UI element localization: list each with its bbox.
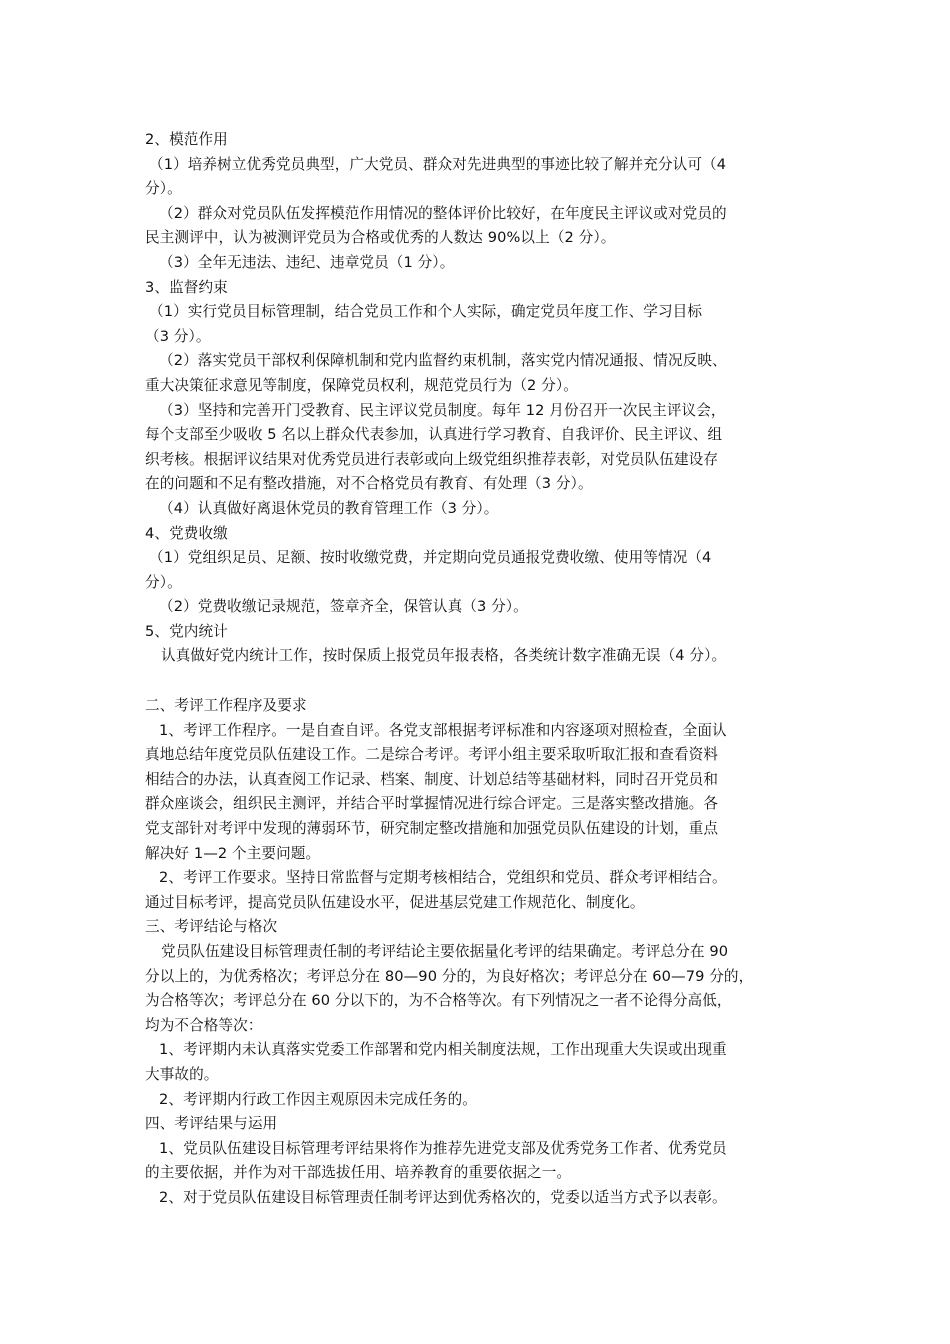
document-body <box>145 128 825 1211</box>
text-line: 的主要依据，并作为对干部选拔任用、培养教育的重要依据之一。 <box>145 1164 572 1182</box>
text-line: （3）全年无违法、违纪、违章党员（1 分）。 <box>159 253 455 271</box>
text-line: 分以上的，为优秀格次；考评总分在 80—90 分的，为良好格次；考评总分在 60—79 分的， <box>145 967 754 985</box>
text-line: 大事故的。 <box>145 1065 219 1083</box>
text-line: （2）落实党员干部权利保障机制和党内监督约束机制，落实党内情况通报、情况反映、 <box>159 352 727 370</box>
section-heading: 二、考评工作程序及要求 <box>145 697 307 715</box>
text-line: 每个支部至少吸收 5 名以上群众代表参加，认真进行学习教育、自我评价、民主评议、组 <box>145 426 723 444</box>
text-line: 1、考评期内未认真落实党委工作部署和党内相关制度法规，工作出现重大失误或出现重 <box>159 1041 727 1059</box>
text-line: 通过目标考评，提高党员队伍建设水平，促进基层党建工作规范化、制度化。 <box>145 893 645 911</box>
section-heading: 5、党内统计 <box>145 622 228 640</box>
text-line: 党员队伍建设目标管理责任制的考评结论主要依据量化考评的结果确定。考评总分在 90 <box>161 943 729 960</box>
text-line: 2、考评工作要求。坚持日常监督与定期考核相结合，党组织和党员、群众考评相结合。 <box>159 869 727 887</box>
section-heading: 四、考评结果与运用 <box>145 1115 278 1133</box>
text-line: （2）群众对党员队伍发挥模范作用情况的整体评价比较好，在年度民主评议或对党员的 <box>159 204 727 222</box>
section-heading: 4、党费收缴 <box>145 524 228 542</box>
section-heading: 三、考评结论与格次 <box>145 918 278 936</box>
section-heading: 2、模范作用 <box>145 131 228 148</box>
text-line: 真地总结年度党员队伍建设工作。二是综合考评。考评小组主要采取听取汇报和查看资料 <box>145 746 719 764</box>
text-line: 在的问题和不足有整改措施，对不合格党员有教育、有处理（3 分）。 <box>145 475 593 493</box>
text-line: 2、对于党员队伍建设目标管理责任制考评达到优秀格次的，党委以适当方式予以表彰。 <box>159 1188 727 1206</box>
section-heading: 3、监督约束 <box>145 278 228 296</box>
text-line: 2、考评期内行政工作因主观原因未完成任务的。 <box>159 1090 477 1108</box>
text-line: 认真做好党内统计工作，按时保质上报党员年报表格，各类统计数字准确无误（4 分）。 <box>161 647 727 665</box>
text-line: 党支部针对考评中发现的薄弱环节，研究制定整改措施和加强党员队伍建设的计划，重点 <box>145 820 719 838</box>
text-line: （1）实行党员目标管理制，结合党员工作和个人实际，确定党员年度工作、学习目标 <box>149 303 703 321</box>
text-line: （1）培养树立优秀党员典型，广大党员、群众对先进典型的事迹比较了解并充分认可（4 <box>149 155 727 173</box>
text-line: （1）党组织足员、足额、按时收缴党费，并定期向党员通报党费收缴、使用等情况（4 <box>149 549 712 567</box>
text-line: 民主测评中，认为被测评党员为合格或优秀的人数达 90%以上（2 分）。 <box>145 229 616 247</box>
blank-line <box>145 669 825 694</box>
text-line: （4）认真做好离退休党员的教育管理工作（3 分）。 <box>159 499 499 517</box>
text-line: 分）。 <box>145 573 182 591</box>
text-line: 均为不合格等次： <box>145 1016 263 1034</box>
text-line: （3 分）。 <box>145 327 211 345</box>
text-line: （3）坚持和完善开门受教育、民主评议党员制度。每年 12 月份召开一次民主评议会， <box>159 401 726 419</box>
text-line: 分）。 <box>145 180 182 198</box>
text-line: 织考核。根据评议结果对优秀党员进行表彰或向上级党组织推荐表彰，对党员队伍建设存 <box>145 450 719 468</box>
text-line: 1、考评工作程序。一是自查自评。各党支部根据考评标准和内容逐项对照检查，全面认 <box>159 721 727 739</box>
text-line: 为合格等次；考评总分在 60 分以下的，为不合格等次。有下列情况之一者不论得分高低， <box>145 992 732 1010</box>
text-line: 解决好 1—2 个主要问题。 <box>145 844 321 862</box>
text-line: 群众座谈会，组织民主测评，并结合平时掌握情况进行综合评定。三是落实整改措施。各 <box>145 795 719 813</box>
text-line: （2）党费收缴记录规范，签章齐全，保管认真（3 分）。 <box>159 598 528 616</box>
text-line: 重大决策征求意见等制度，保障党员权利，规范党员行为（2 分）。 <box>145 376 578 394</box>
text-line: 相结合的办法，认真查阅工作记录、档案、制度、计划总结等基础材料，同时召开党员和 <box>145 770 719 788</box>
text-line: 1、党员队伍建设目标管理考评结果将作为推荐先进党支部及优秀党务工作者、优秀党员 <box>159 1139 727 1157</box>
